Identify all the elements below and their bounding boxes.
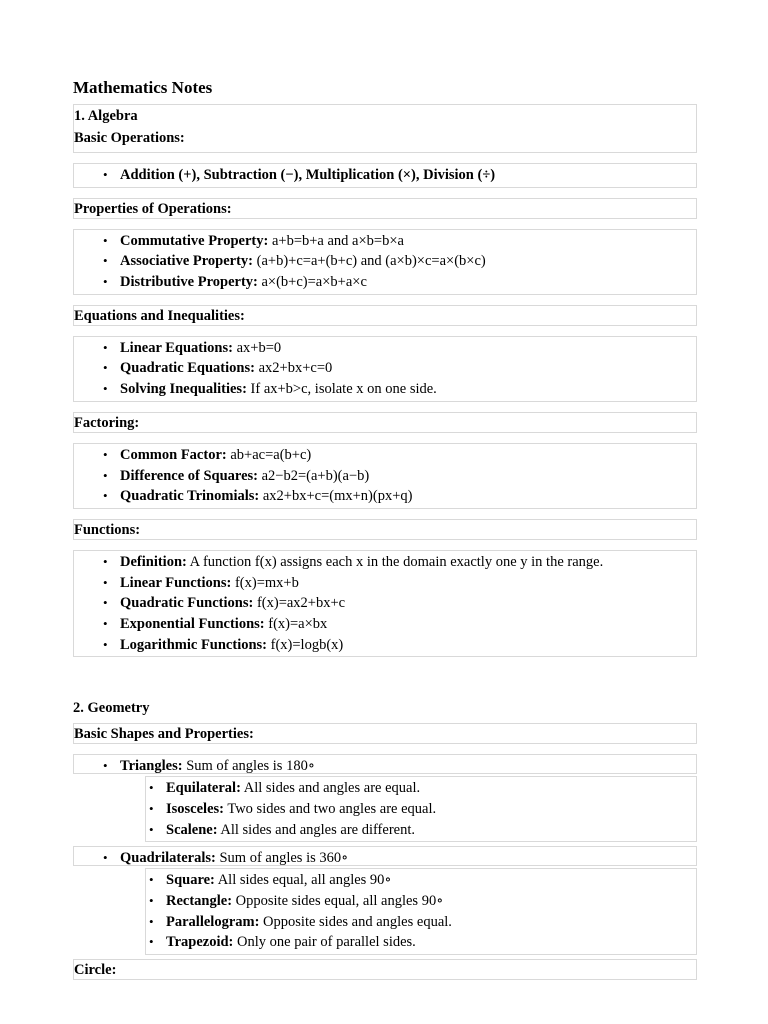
list-item: • Quadratic Functions: f(x)=ax2+bx+c bbox=[120, 593, 696, 614]
list-item: • Quadratic Equations: ax2+bx+c=0 bbox=[120, 358, 696, 379]
quadrilaterals-item: • Quadrilaterals: Sum of angles is 360∘ bbox=[73, 846, 697, 866]
shapes-heading: Basic Shapes and Properties: bbox=[73, 723, 697, 744]
list-item: • Parallelogram: Opposite sides and angles equal. bbox=[166, 912, 696, 933]
triangles-item: • Triangles: Sum of angles is 180∘ bbox=[73, 754, 697, 774]
list-item: • Exponential Functions: f(x)=a×bx bbox=[120, 614, 696, 635]
list-item: • Solving Inequalities: If ax+b>c, isolate x on one side. bbox=[120, 379, 696, 400]
triangles-list bbox=[145, 776, 697, 842]
list-item: • Distributive Property: a×(b+c)=a×b+a×c bbox=[120, 272, 696, 293]
list-item: • Addition (+), Subtraction (−), Multiplication (×), Division (÷) bbox=[120, 165, 696, 186]
list-item: • Linear Functions: f(x)=mx+b bbox=[120, 573, 696, 594]
properties-list bbox=[73, 229, 697, 295]
list-item: • Difference of Squares: a2−b2=(a+b)(a−b) bbox=[120, 466, 696, 487]
list-item: • Commutative Property: a+b=b+a and a×b=b×a bbox=[120, 231, 696, 252]
basic-operations-list bbox=[73, 163, 697, 188]
factoring-heading: Factoring: bbox=[73, 412, 697, 433]
list-item: • Equilateral: All sides and angles are equal. bbox=[166, 778, 696, 799]
list-item: • Isosceles: Two sides and two angles are equal. bbox=[166, 799, 696, 820]
functions-list bbox=[73, 550, 697, 657]
list-item: • Common Factor: ab+ac=a(b+c) bbox=[120, 445, 696, 466]
basic-operations-heading: Basic Operations: bbox=[74, 130, 185, 146]
list-item: • Scalene: All sides and angles are different. bbox=[166, 820, 696, 841]
document bbox=[73, 78, 697, 980]
list-item: • Trapezoid: Only one pair of parallel sides. bbox=[166, 932, 696, 953]
algebra-title: 1. Algebra bbox=[74, 108, 138, 124]
list-item: • Logarithmic Functions: f(x)=logb(x) bbox=[120, 635, 696, 656]
list-item: • Linear Equations: ax+b=0 bbox=[120, 338, 696, 359]
list-item: • Quadratic Trinomials: ax2+bx+c=(mx+n)(px+q) bbox=[120, 486, 696, 507]
list-item: • Associative Property: (a+b)+c=a+(b+c) and (a×b)×c=a×(b×c) bbox=[120, 251, 696, 272]
circle-heading: Circle: bbox=[73, 959, 697, 980]
equations-heading: Equations and Inequalities: bbox=[73, 305, 697, 326]
equations-list bbox=[73, 336, 697, 402]
properties-heading: Properties of Operations: bbox=[73, 198, 697, 219]
list-item: • Definition: A function f(x) assigns each x in the domain exactly one y in the range. bbox=[120, 552, 696, 573]
quadrilaterals-list bbox=[145, 868, 697, 955]
geometry-title: 2. Geometry bbox=[73, 700, 150, 717]
functions-heading: Functions: bbox=[73, 519, 697, 540]
factoring-list bbox=[73, 443, 697, 509]
list-item: • Rectangle: Opposite sides equal, all angles 90∘ bbox=[166, 891, 696, 912]
list-item: • Square: All sides equal, all angles 90∘ bbox=[166, 870, 696, 891]
algebra-header-box bbox=[73, 104, 697, 153]
page-title: Mathematics Notes bbox=[73, 78, 213, 97]
section-spacer bbox=[73, 667, 697, 695]
